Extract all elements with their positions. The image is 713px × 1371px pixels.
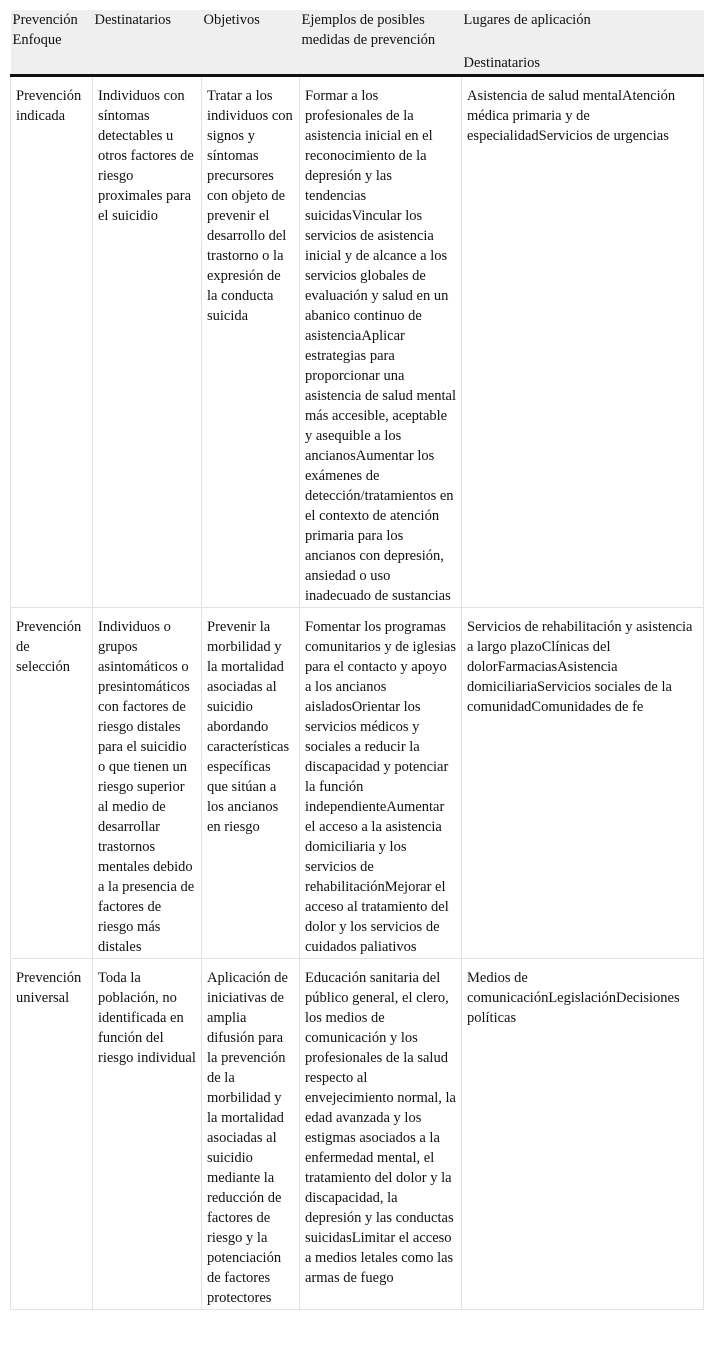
table-body	[11, 76, 704, 1310]
header-measures: Ejemplos de posibles medidas de prevención	[300, 10, 462, 76]
table-row	[11, 608, 704, 959]
cell-approach: Prevención de selección	[11, 608, 93, 959]
header-settings	[462, 10, 704, 76]
table-row	[11, 959, 704, 1310]
cell-settings: Servicios de rehabilitación y asistencia a largo plazoClínicas del dolorFarmaciasAsistencia domiciliariaServicios sociales de la comunidadComunidades de fe	[462, 608, 704, 959]
header-approach-line2: Enfoque	[12, 32, 62, 48]
header-row	[11, 10, 704, 76]
cell-approach: Prevención indicada	[11, 76, 93, 608]
header-recipients: Destinatarios	[93, 10, 202, 76]
cell-recipients: Toda la población, no identificada en función del riesgo individual	[93, 959, 202, 1310]
cell-recipients: Individuos o grupos asintomáticos o presintomáticos con factores de riesgo distales para el suicidio o que tienen un riesgo superior al medio de desarrollar trastornos mentales debido a la presencia de factores de riesgo más distales	[93, 608, 202, 959]
table-header	[11, 10, 704, 76]
cell-objectives: Prevenir la morbilidad y la mortalidad asociadas al suicidio abordando características específicas que sitúan a los ancianos en riesgo	[202, 608, 300, 959]
cell-measures: Fomentar los programas comunitarios y de iglesias para el contacto y apoyo a los ancianos aisladosOrientar los servicios médicos y sociales a reducir la discapacidad y potenciar la función independienteAumentar el acceso a la asistencia domiciliaria y los servicios de rehabilitaciónMejorar el acceso al tratamiento del dolor y los servicios de cuidados paliativos	[300, 608, 462, 959]
header-settings-line2: Destinatarios	[463, 55, 541, 71]
header-objectives: Objetivos	[202, 10, 300, 76]
cell-settings: Medios de comunicaciónLegislaciónDecisiones políticas	[462, 959, 704, 1310]
prevention-table	[10, 10, 704, 1310]
cell-recipients: Individuos con síntomas detectables u otros factores de riesgo proximales para el suicidio	[93, 76, 202, 608]
table-row	[11, 76, 704, 608]
cell-objectives: Aplicación de iniciativas de amplia difusión para la prevención de la morbilidad y la mortalidad asociadas al suicidio mediante la reducción de factores de riesgo y la potenciación de factores protectores	[202, 959, 300, 1310]
cell-measures: Educación sanitaria del público general, el clero, los medios de comunicación y los profesionales de la salud respecto al envejecimiento normal, la edad avanzada y los estigmas asociados a la enfermedad mental, el tratamiento del dolor y la discapacidad, la depresión y las conductas suicidasLimitar el acceso a medios letales como las armas de fuego	[300, 959, 462, 1310]
cell-approach: Prevención universal	[11, 959, 93, 1310]
cell-objectives: Tratar a los individuos con signos y síntomas precursores con objeto de prevenir el desarrollo del trastorno o la expresión de la conducta suicida	[202, 76, 300, 608]
header-approach-line1: Prevención	[12, 12, 78, 28]
cell-settings: Asistencia de salud mentalAtención médica primaria y de especialidadServicios de urgencias	[462, 76, 704, 608]
cell-measures: Formar a los profesionales de la asistencia inicial en el reconocimiento de la depresión y las tendencias suicidasVincular los servicios de asistencia inicial y de alcance a los servicios globales de evaluación y salud en un abanico continuo de asistenciaAplicar estrategias para proporcionar una asistencia de salud mental más accesible, aceptable y asequible a los ancianosAumentar los exámenes de detección/tratamientos en el contexto de atención primaria para los ancianos con depresión, ansiedad o uso inadecuado de sustancias	[300, 76, 462, 608]
header-approach	[11, 10, 93, 76]
header-settings-line1: Lugares de aplicación	[463, 12, 591, 28]
